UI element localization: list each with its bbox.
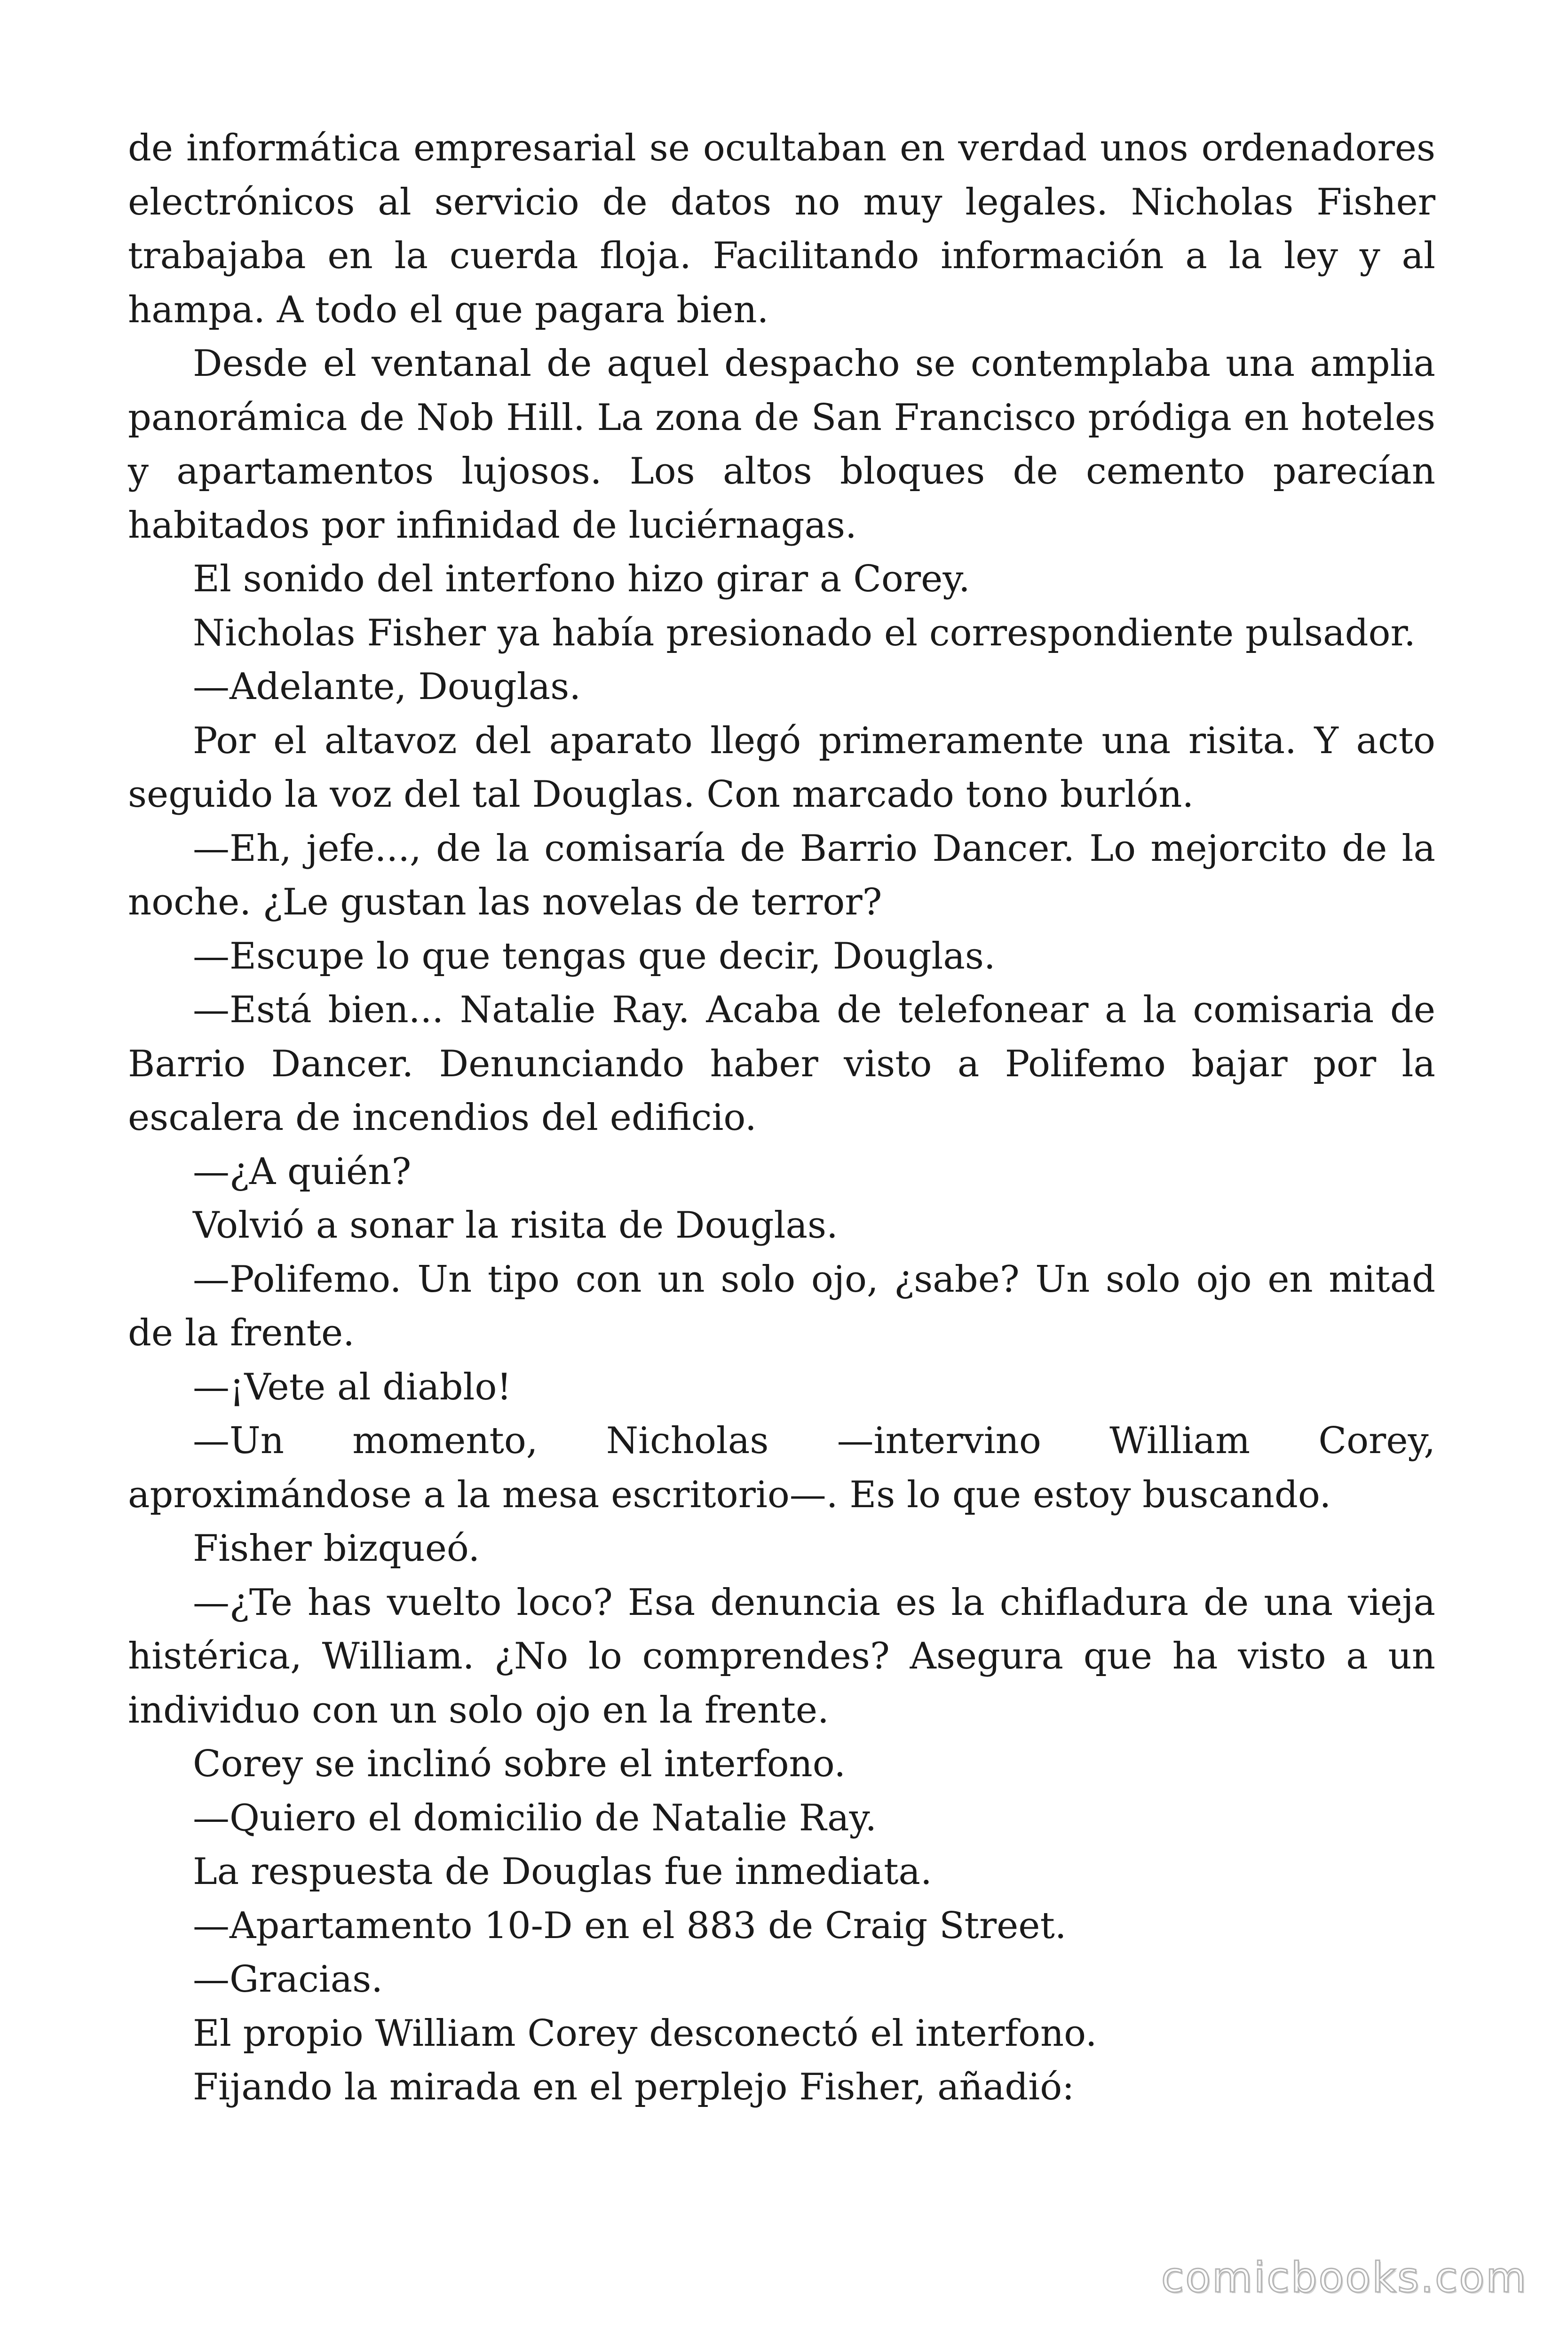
paragraph: —¿Te has vuelto loco? Esa denuncia es la chifladura de una vieja histérica, William. ¿No lo comprendes? Asegura que ha visto a un individuo con un solo ojo en la frente.	[128, 1581, 1435, 1732]
paragraph: —Apartamento 10-D en el 883 de Craig Street.	[193, 1904, 1067, 1947]
paragraph: —Adelante, Douglas.	[193, 666, 581, 708]
paragraph: El sonido del interfono hizo girar a Corey.	[193, 558, 970, 600]
paragraph: El propio William Corey desconectó el interfono.	[193, 2012, 1097, 2055]
paragraph: —Polifemo. Un tipo con un solo ojo, ¿sabe? Un solo ojo en mitad de la frente.	[128, 1258, 1435, 1354]
body-text	[128, 121, 1435, 2114]
paragraph: —Quiero el domicilio de Natalie Ray.	[193, 1796, 877, 1839]
paragraph: Fijando la mirada en el perplejo Fisher, añadió:	[193, 2066, 1075, 2108]
paragraph: —¿A quién?	[193, 1150, 412, 1193]
paragraph: Volvió a sonar la risita de Douglas.	[193, 1204, 838, 1247]
paragraph: —Eh, jefe..., de la comisaría de Barrio Dancer. Lo mejorcito de la noche. ¿Le gustan las novelas de terror?	[128, 827, 1435, 923]
paragraph: Nicholas Fisher ya había presionado el correspondiente pulsador.	[193, 612, 1416, 654]
paragraph: Corey se inclinó sobre el interfono.	[193, 1743, 846, 1785]
paragraph: —¡Vete al diablo!	[193, 1366, 512, 1408]
paragraph: Fisher bizqueó.	[193, 1527, 480, 1570]
paragraph: de informática empresarial se ocultaban en verdad unos ordenadores electrónicos al servicio de datos no muy legales. Nicholas Fisher trabajaba en la cuerda floja. Facilitando información a la ley y al hampa. A todo el que pagara bien.	[128, 127, 1435, 331]
paragraph: Desde el ventanal de aquel despacho se contemplaba una amplia panorámica de Nob Hill. La zona de San Francisco pródiga en hoteles y apartamentos lujosos. Los altos bloques de cemento parecían habitados por infinidad de luciérnagas.	[128, 342, 1435, 547]
paragraph: La respuesta de Douglas fue inmediata.	[193, 1851, 932, 1893]
watermark: comicbooks.com	[1161, 2253, 1528, 2302]
paragraph: —Un momento, Nicholas —intervino William Corey, aproximándose a la mesa escritorio—. Es lo que estoy buscando.	[128, 1420, 1435, 1516]
paragraph: —Gracias.	[193, 1958, 383, 2001]
paragraph: —Está bien... Natalie Ray. Acaba de telefonear a la comisaria de Barrio Dancer. Denunciando haber visto a Polifemo bajar por la escalera de incendios del edificio.	[128, 989, 1435, 1139]
paragraph: Por el altavoz del aparato llegó primeramente una risita. Y acto seguido la voz del tal Douglas. Con marcado tono burlón.	[128, 719, 1435, 816]
paragraph: —Escupe lo que tengas que decir, Douglas.	[193, 935, 996, 977]
